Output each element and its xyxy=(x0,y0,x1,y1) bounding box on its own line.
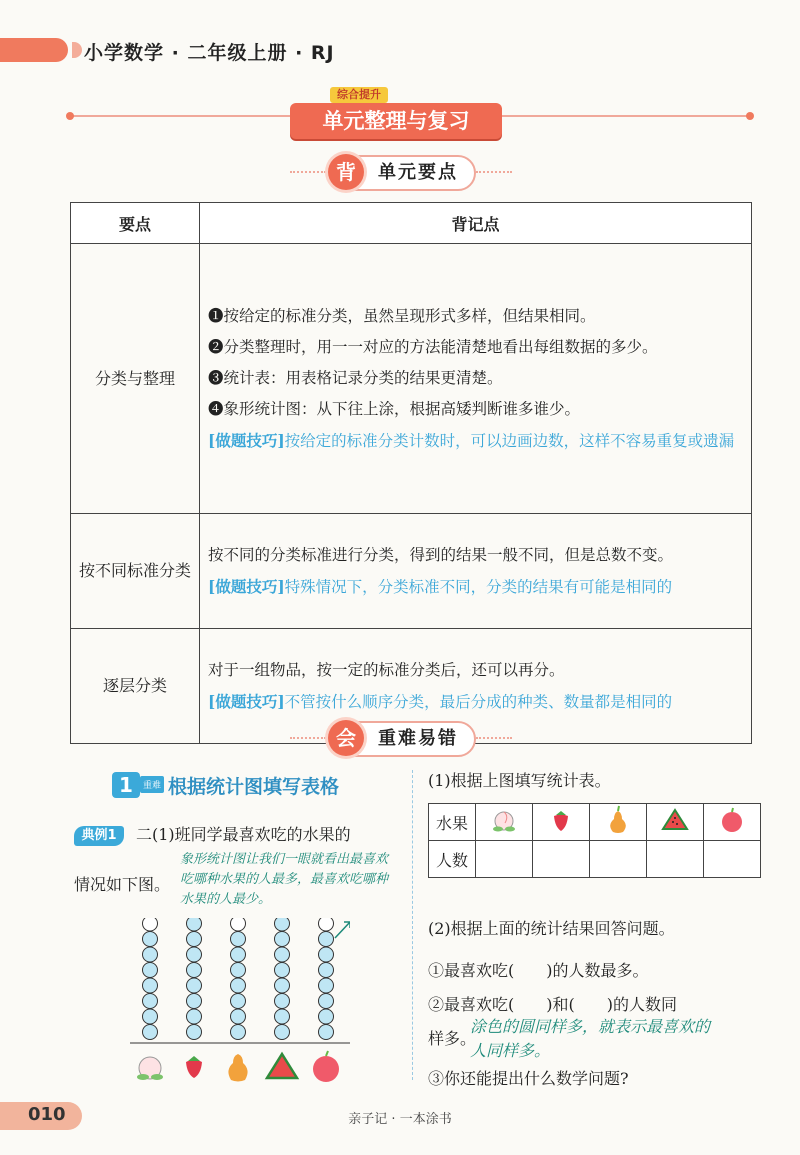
tip-label: [做题技巧] xyxy=(208,691,285,711)
pear-icon xyxy=(590,804,647,841)
footer-text: 亲子记 · 一本涂书 xyxy=(348,1112,452,1127)
point-text: 对于一组物品，按一定的标准分类后，还可以再分。 xyxy=(208,660,565,679)
bead xyxy=(319,918,334,931)
book-title: 小学数学 · 二年级上册 · RJ xyxy=(84,42,335,64)
question-2b: ②最喜欢吃( )和( )的人数同 xyxy=(428,995,677,1014)
bead xyxy=(319,932,334,947)
row-label: 水果 xyxy=(429,804,476,841)
bead xyxy=(143,978,158,993)
tip-text: 按给定的标准分类计数时，可以边画边数，这样不容易重复或遗漏 xyxy=(284,431,735,450)
point-text: ❷分类整理时，用一一对应的方法能清楚地看出每组数据的多少。 xyxy=(208,337,658,356)
bead xyxy=(143,918,158,931)
header-accent-bar xyxy=(0,38,68,62)
bead xyxy=(275,978,290,993)
pill-line-left xyxy=(290,737,326,739)
table-row xyxy=(71,244,752,514)
bead xyxy=(143,963,158,978)
point-text: ❹象形统计图：从下往上涂，根据高矮判断谁多谁少。 xyxy=(208,399,581,418)
fruit-stat-table xyxy=(428,803,761,878)
answer-cell[interactable] xyxy=(476,841,533,878)
tip-label: [做题技巧] xyxy=(208,430,285,450)
table-header-key: 要点 xyxy=(71,203,200,244)
page-number: 010 xyxy=(28,1104,66,1125)
answer-cell[interactable] xyxy=(533,841,590,878)
section-pill-key-points xyxy=(330,155,476,191)
pill-line-right xyxy=(476,737,512,739)
row-points xyxy=(200,629,752,744)
example-tag: 典例1 xyxy=(74,826,124,846)
row-key: 分类与整理 xyxy=(71,244,200,514)
bead xyxy=(231,1025,246,1040)
example-text: 情况如下图。 xyxy=(74,875,171,894)
section-title: 单元要点 xyxy=(378,162,458,183)
bead xyxy=(319,978,334,993)
pear-icon xyxy=(228,1054,247,1082)
bead xyxy=(275,918,290,931)
table-row xyxy=(71,514,752,629)
summary-table xyxy=(70,202,752,744)
peach-icon xyxy=(476,804,533,841)
table-header-points: 背记点 xyxy=(200,203,752,244)
point-text: 按不同的分类标准进行分类，得到的结果一般不同，但是总数不变。 xyxy=(208,545,674,564)
bead xyxy=(187,918,202,931)
bead xyxy=(143,1009,158,1024)
bead xyxy=(319,963,334,978)
tip-label: [做题技巧] xyxy=(208,576,285,596)
table-row xyxy=(429,841,761,878)
apple-icon xyxy=(313,1051,339,1082)
bead xyxy=(143,994,158,1009)
point-text: ❶按给定的标准分类，虽然呈现形式多样，但结果相同。 xyxy=(208,306,596,325)
section-badge: 背 xyxy=(328,154,364,190)
annotation-arrow xyxy=(335,922,350,938)
tip-text: 特殊情况下，分类标准不同，分类的结果有可能是相同的 xyxy=(284,577,673,596)
question-2: (2)根据上面的统计结果回答问题。 xyxy=(428,919,675,938)
topic-mini-tag: 重难 xyxy=(140,776,164,793)
bead xyxy=(231,994,246,1009)
strawberry-icon xyxy=(186,1056,202,1078)
question-2b-cont: 样多。 xyxy=(428,1029,477,1048)
bead xyxy=(187,963,202,978)
pill-line-left xyxy=(290,171,326,173)
bead xyxy=(231,918,246,931)
bead xyxy=(275,932,290,947)
bead xyxy=(143,932,158,947)
banner-tag: 综合提升 xyxy=(330,87,388,103)
question-1: (1)根据上图填写统计表。 xyxy=(428,771,611,790)
bead xyxy=(231,932,246,947)
handwritten-note: 象形统计图让我们一眼就看出最喜欢吃哪种水果的人最多，最喜欢吃哪种水果的人最少。 xyxy=(180,852,389,907)
watermelon-icon xyxy=(647,804,704,841)
bead xyxy=(275,1009,290,1024)
row-points xyxy=(200,244,752,514)
row-points xyxy=(200,514,752,629)
column-divider xyxy=(412,770,413,1080)
bead xyxy=(319,1025,334,1040)
bead xyxy=(231,1009,246,1024)
bead xyxy=(143,947,158,962)
answer-cell[interactable] xyxy=(704,841,761,878)
peach-icon xyxy=(137,1057,163,1080)
bead xyxy=(231,947,246,962)
pill-line-right xyxy=(476,171,512,173)
bead xyxy=(275,947,290,962)
bead xyxy=(319,994,334,1009)
tip xyxy=(208,686,743,718)
bead xyxy=(143,1025,158,1040)
row-key: 逐层分类 xyxy=(71,629,200,744)
row-label: 人数 xyxy=(429,841,476,878)
apple-icon xyxy=(704,804,761,841)
bead xyxy=(319,1009,334,1024)
bead xyxy=(187,978,202,993)
watermelon-icon xyxy=(267,1054,297,1078)
section-badge: 会 xyxy=(328,720,364,756)
bead xyxy=(187,932,202,947)
question-2c: ③你还能提出什么数学问题? xyxy=(428,1069,629,1088)
handwritten-answer: 涂色的圆同样多，就表示最喜欢的人同样多。 xyxy=(470,1017,711,1060)
question-2a: ①最喜欢吃( )的人数最多。 xyxy=(428,961,649,980)
bead-pictograph xyxy=(130,918,350,1088)
bead xyxy=(275,994,290,1009)
strawberry-icon xyxy=(533,804,590,841)
bead xyxy=(275,963,290,978)
table-row xyxy=(429,804,761,841)
answer-cell[interactable] xyxy=(647,841,704,878)
example-text: 二(1)班同学最喜欢吃的水果的 xyxy=(136,825,351,844)
topic-title: 根据统计图填写表格 xyxy=(168,776,340,798)
row-key: 按不同标准分类 xyxy=(71,514,200,629)
tip-text: 不管按什么顺序分类，最后分成的种类、数量都是相同的 xyxy=(284,692,673,711)
point-text: ❸统计表：用表格记录分类的结果更清楚。 xyxy=(208,368,503,387)
bead xyxy=(231,978,246,993)
bead xyxy=(319,947,334,962)
bead xyxy=(231,963,246,978)
bead xyxy=(187,1025,202,1040)
section-pill-difficulties xyxy=(330,721,476,757)
topic-number: 1 xyxy=(112,772,140,798)
bead xyxy=(187,1009,202,1024)
tip xyxy=(208,571,743,603)
table-header-row xyxy=(71,203,752,244)
bead xyxy=(275,1025,290,1040)
answer-cell[interactable] xyxy=(590,841,647,878)
bead xyxy=(187,994,202,1009)
bead xyxy=(187,947,202,962)
tip xyxy=(208,425,743,457)
banner-title: 单元整理与复习 xyxy=(290,103,502,139)
section-title: 重难易错 xyxy=(378,728,458,749)
